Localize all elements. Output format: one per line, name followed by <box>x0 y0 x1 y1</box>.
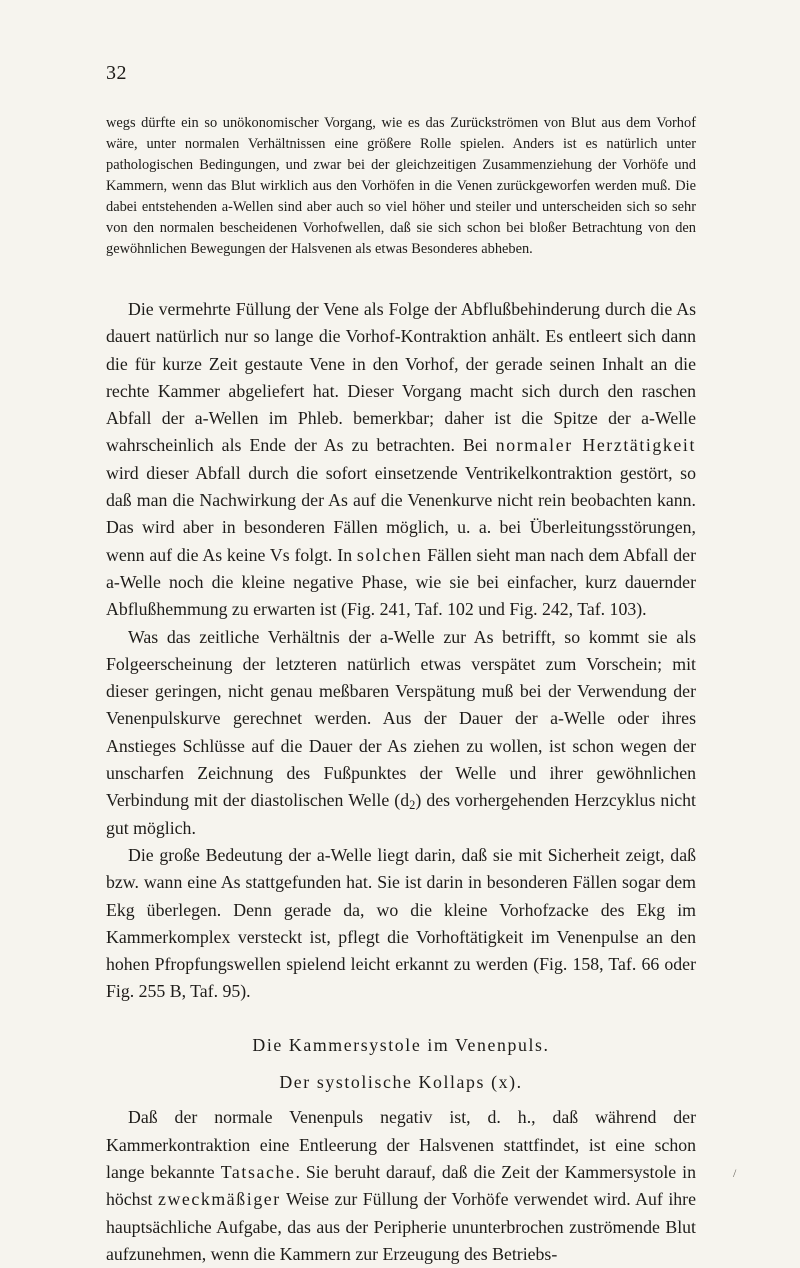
paragraph-collapse-part-e: Weise zur Füllung der Vorhöfe verwendet wird. Auf ihre hauptsächliche Aufgabe, das aus der Peripherie ununterbrochen zuströmende Blut aufzunehmen, wenn die Kammern zur Erzeugung des Betriebs- <box>106 1189 696 1264</box>
paragraph-filling-part-d: wird dieser Abfall durch die sofort einsetzende Ventrikelkontraktion gestört, so daß man die Nachwirkung der As auf die Venenkurve nicht rein beobachten kann. Das wird aber in besonderen Fällen möglich, u. a. bei Überleitungsstörungen, wenn auf die As keine Vs folgt. In <box>106 462 696 565</box>
intro-paragraph-block <box>106 113 696 260</box>
paragraph-filling-part-f: Fällen sieht man nach dem Abfall der a-Welle noch die kleine negative Phase, wie sie bei einfacher, kurz dauernder Abflußhemmung zu erwarten ist (Fig. 241, Taf. 102 und Fig. 242, Taf. 103). <box>106 544 696 620</box>
emphasis-purposeful: zweckmäßiger <box>157 1189 281 1210</box>
subsection-heading: Der systolische Kollaps (x). <box>279 1072 523 1093</box>
main-text-block <box>106 296 696 1268</box>
paragraph-timing <box>106 624 696 842</box>
paragraph-timing-part-b: ) des vorhergehenden Herzcyklus nicht gut möglich. <box>106 790 696 838</box>
paragraph-filling-part-b: dann die für kurze Zeit gestaute Vene in den Vorhof, der gerade seinen Inhalt an die rechte Kammer abgeliefert hat. Dieser Vorgang macht sich durch den raschen Abfall der a-Wellen im Phleb. bemerkbar; daher ist die Spitze der a-Welle wahrscheinlich als Ende der As zu betrachten. Bei <box>106 326 696 456</box>
paragraph-collapse-part-c: . Sie beruht darauf, daß die Zeit der Kammersystole in höchst <box>106 1161 697 1210</box>
paragraph-significance: Die große Bedeutung der a-Welle liegt darin, daß sie mit Sicherheit zeigt, daß bzw. wann eine As stattgefunden hat. Sie ist darin in besonderen Fällen sogar dem Ekg überlegen. Denn gerade da, wo die kleine Vorhofzacke des Ekg im Kammerkomplex versteckt ist, pflegt die Vorhoftätigkeit im Venenpulse an den hohen Pfropfungswellen spielend leicht erkannt zu werden (Fig. 158, Taf. 66 oder Fig. 255 B, Taf. 95). <box>106 844 696 1002</box>
paragraph-filling-part-a: Die vermehrte Füllung der Vene als Folge der Abflußbehinderung durch die As dauert natürlich nur so lange die Vorhof-Kontraktion anhält. Es entleert sich <box>106 299 696 347</box>
subscript-index: 2 <box>409 798 416 813</box>
page-number: 32 <box>106 62 127 84</box>
paragraph-collapse-part-a: Daß der normale Venenpuls negativ ist, d. h., daß während der Kammerkontraktion eine Entleerung der Halsvenen stattfindet, ist eine schon lange bekannte <box>106 1107 696 1182</box>
paragraph-filling <box>106 296 696 624</box>
paragraph-collapse <box>106 1104 696 1268</box>
intro-paragraph: wegs dürfte ein so unökonomischer Vorgang, wie es das Zurückströmen von Blut aus dem Vorhof wäre, unter normalen Verhältnissen eine größere Rolle spielen. Anders ist es natürlich unter pathologischen Bedingungen, und zwar bei der gleichzeitigen Zusammenziehung der Vorhöfe und Kammern, wenn das Blut wirklich aus den Vorhöfen in die Venen zurückgeworfen werden muß. Die dabei entstehenden a-Wellen sind aber auch so viel höher und steiler und unterscheiden sich so sehr von den normalen bescheidenen Vorhofwellen, daß sie sich schon bei bloßer Betrachtung von den gewöhnlichen Bewegungen der Halsvenen als etwas Besonderes abheben. <box>106 115 696 257</box>
paragraph-timing-part-a: Was das zeitliche Verhältnis der a-Welle zur As betrifft, so kommt sie als Folgeerscheinung der letzteren natürlich etwas verspätet zum Vorschein; mit dieser geringen, nicht genau meßbaren Verspätung muß bei der Verwendung der Venenpulskurve gerechnet werden. Aus der Dauer der a-Welle oder ihres Anstieges Schlüsse auf die Dauer der As ziehen zu wollen, ist schon wegen der unscharfen Zeichnung des Fußpunktes der Welle und ihrer gewöhnlichen Verbindung mit der diastolischen Welle (d <box>106 626 696 811</box>
emphasis-fact: Tatsache <box>220 1161 296 1182</box>
emphasis-such: solchen <box>356 544 423 565</box>
section-heading: Die Kammersystole im Venenpuls. <box>252 1034 550 1055</box>
stray-mark: / <box>733 1166 737 1180</box>
emphasis-normal-heart: normaler Herztätigkeit <box>495 435 696 456</box>
